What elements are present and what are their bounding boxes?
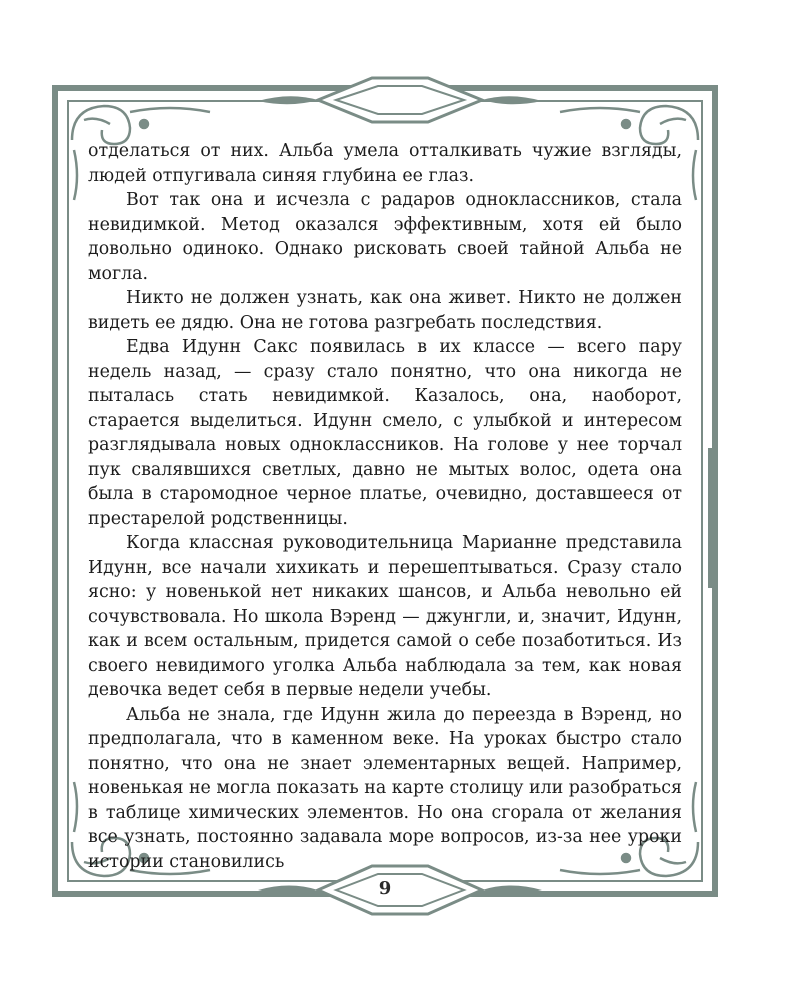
- paragraph: Альба не знала, где Идунн жила до переезда в Вэренд, но предполагала, что в каменном веке. На уроках быстро стало понятно, что она не знает элементарных вещей. Например, новенькая не могла показать на карте столицу или разобраться в таблице химических элементов. Но она сгорала от желания все узнать, постоянно задавала море вопросов, из-за нее уроки истории становились: [88, 704, 682, 872]
- body-text: [88, 139, 682, 874]
- paragraph: Никто не должен узнать, как она живет. Никто не должен видеть ее дядю. Она не готова разгребать последствия.: [88, 288, 682, 333]
- top-center-ornament: [258, 78, 542, 122]
- paragraph: Когда классная руководительница Марианне представила Идунн, все начали хихикать и перешептываться. Сразу стало ясно: у новенькой нет никаких шансов, и Альба невольно ей сочувствовала. Но школа Вэренд — джунгли, и, значит, Идунн, как и всем остальным, придется самой о себе позаботиться. Из своего невидимого уголка Альба наблюдала за тем, как новая девочка ведет себя в первые недели учебы.: [88, 533, 682, 700]
- right-edge-tab: [708, 448, 718, 588]
- paragraph: отделаться от них. Альба умела отталкивать чужие взгляды, людей отпугивала синяя глубина ее глаз.: [88, 141, 682, 186]
- page-number: 9: [378, 878, 392, 899]
- paragraph: Едва Идунн Сакс появилась в их классе — всего пару недель назад, — сразу стало понятно, что она никогда не пыталась стать невидимкой. Казалось, она, наоборот, старается выделиться. Идунн смело, с улыбкой и интересом разглядывала новых одноклассников. На голове у нее торчал пук свалявшихся светлых, давно не мытых волос, одета она была в старомодное черное платье, очевидно, доставшееся от престарелой родственницы.: [88, 337, 682, 529]
- paragraph: Вот так она и исчезла с радаров одноклассников, стала невидимкой. Метод оказался эффективным, хотя ей было довольно одиноко. Однако рисковать своей тайной Альба не могла.: [88, 190, 682, 284]
